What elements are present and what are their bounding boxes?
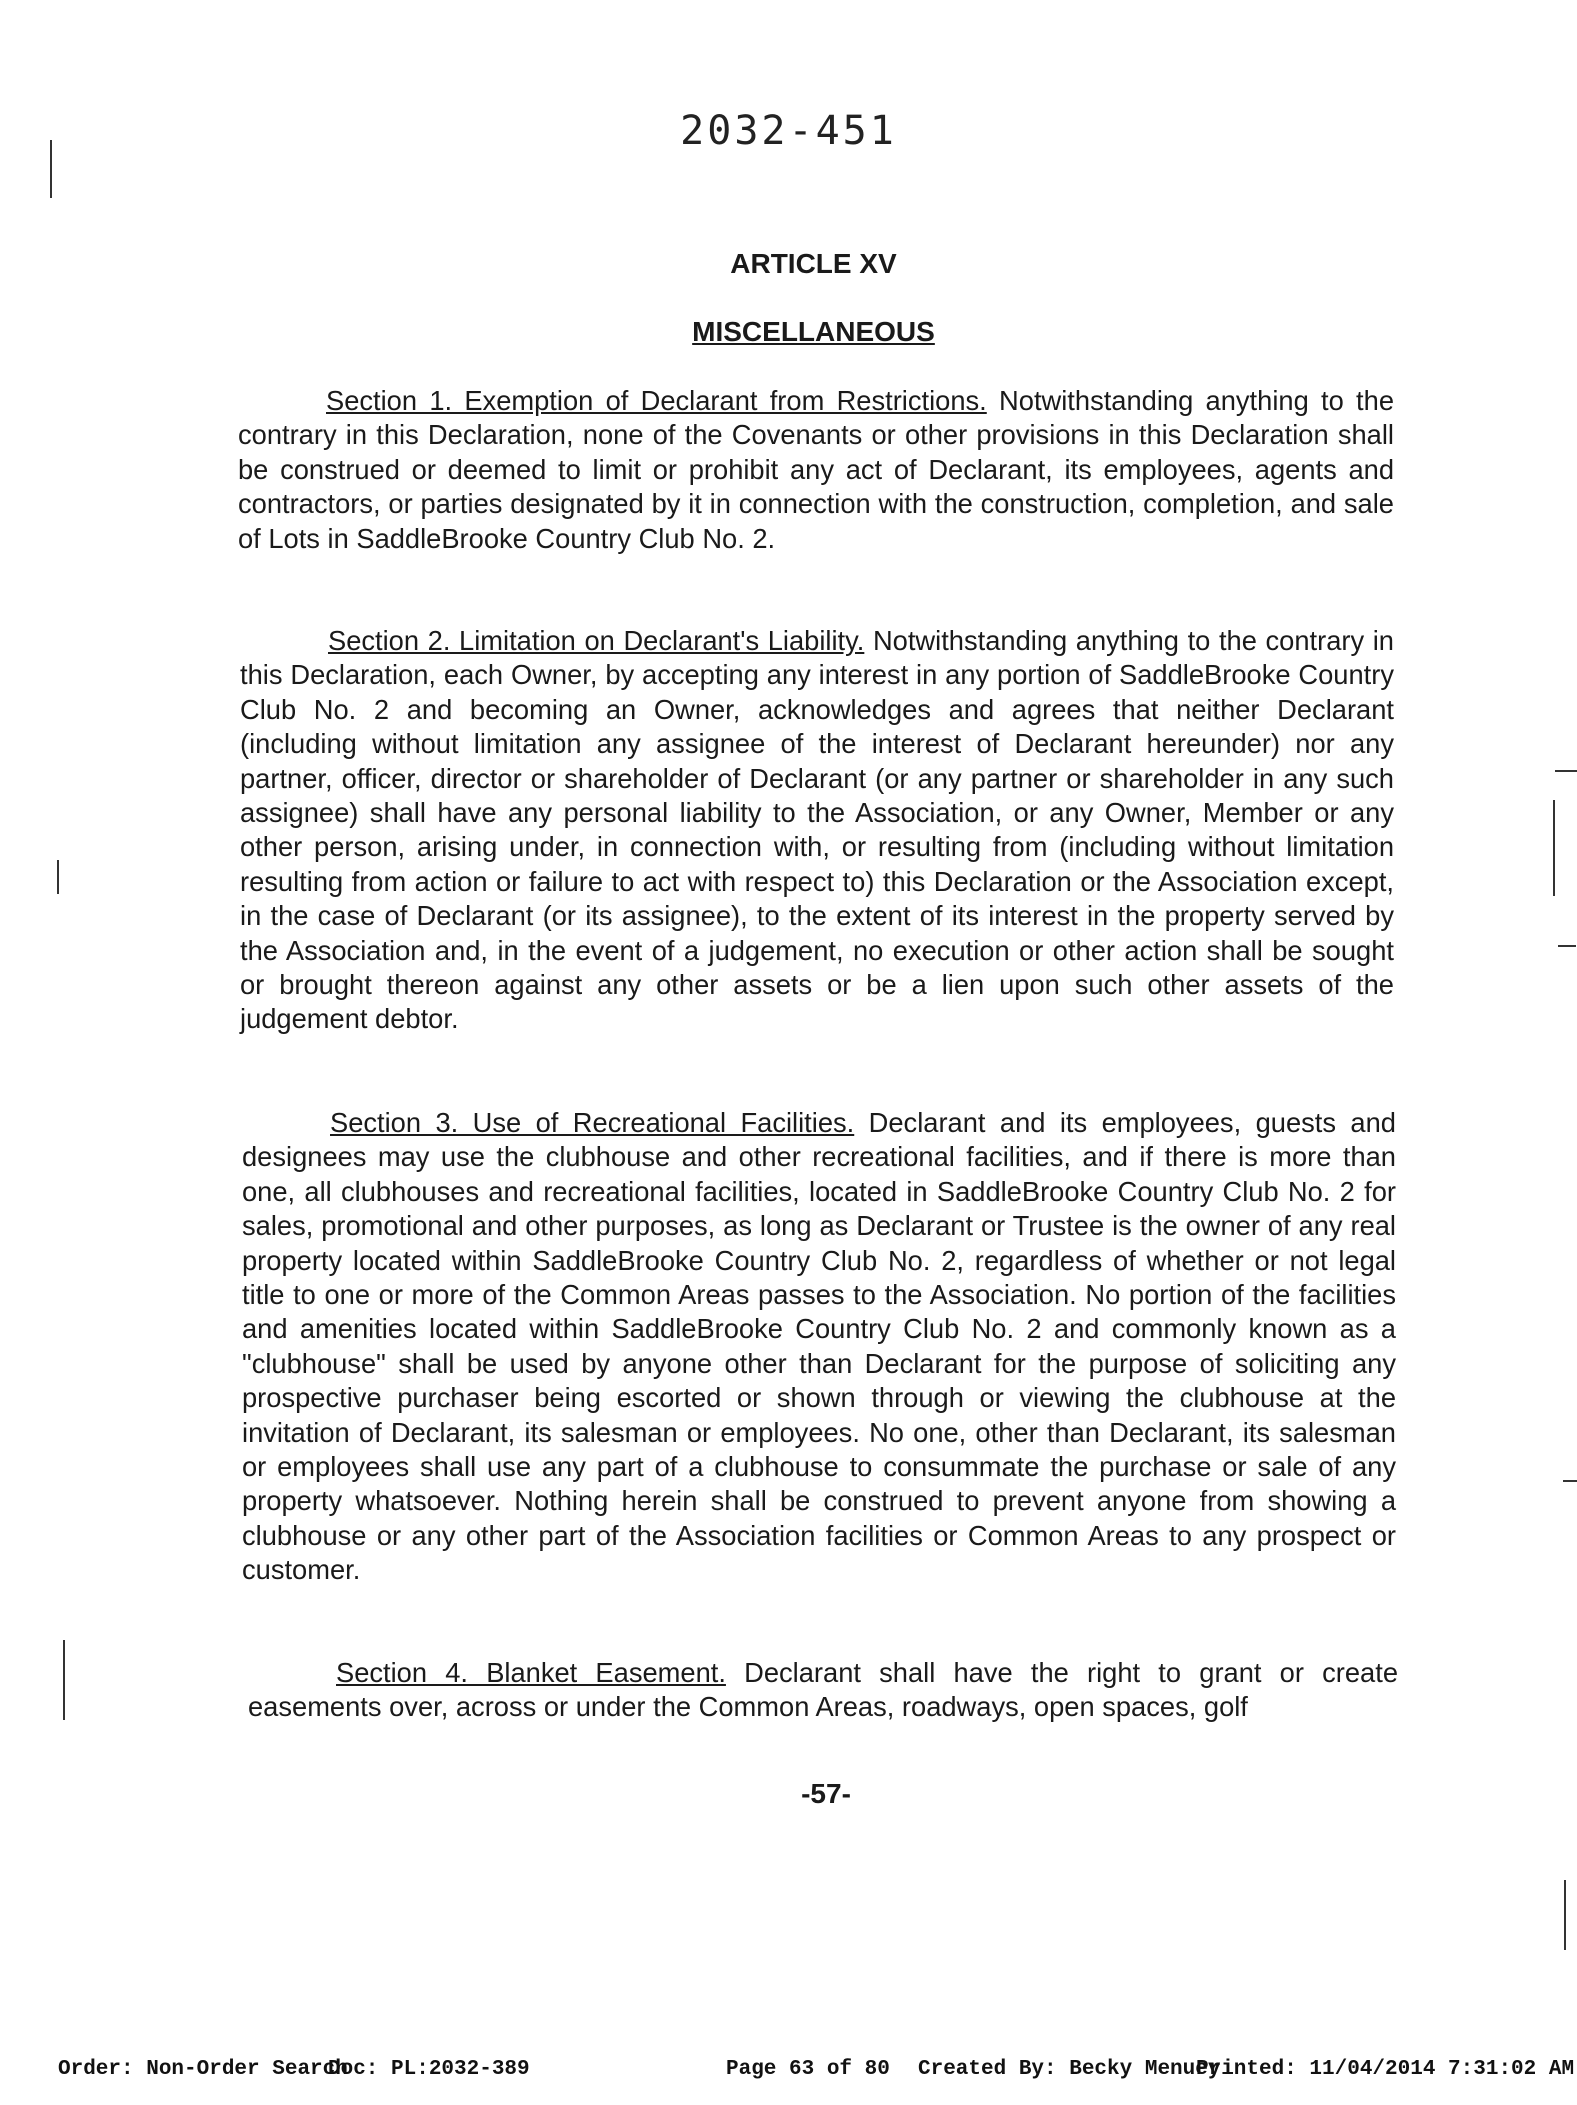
section-2-body: Notwithstanding anything to the contrary in this Declaration, each Owner, by accepting any interest in any portion of SaddleBrooke Country Club No. 2 and becoming an Owner, acknowledges and agrees that neither Declarant (including without limitation any assignee of the interest of Declarant hereunder) nor any partner, officer, director or shareholder of Declarant (or any partner or shareholder in any such assignee) shall have any personal liability to the Association, or any Owner, Member or any other person, arising under, in connection with, or resulting from (including without limitation resulting from action or failure to act with respect to) this Declaration or the Association except, in the case of Declarant (or its assignee), to the extent of its interest in the property served by the Association and, in the event of a judgement, no execution or other action shall be sought or brought thereon against any other assets or be a lien upon such other assets of the judgement debtor. — [240, 625, 1394, 1035]
section-1-paragraph — [238, 384, 1394, 556]
section-4-body: Declarant shall have the right to grant or create easements over, across or under the Common Areas, roadways, open spaces, golf — [248, 1657, 1399, 1723]
section-4-heading: Section 4. Blanket Easement. — [336, 1657, 726, 1688]
section-1-heading: Section 1. Exemption of Declarant from Restrictions. — [326, 385, 987, 416]
article-title: ARTICLE XV — [730, 248, 897, 279]
scan-mark — [1555, 770, 1577, 772]
footer-page: Page 63 of 80 — [726, 2058, 890, 2081]
footer-doc: Doc: PL:2032-389 — [328, 2058, 530, 2081]
scan-mark — [50, 140, 52, 198]
section-4-paragraph — [248, 1656, 1398, 1725]
scan-mark — [1563, 1480, 1577, 1482]
footer-order: Order: Non-Order Search — [58, 2058, 348, 2081]
section-1-body: Notwithstanding anything to the contrary in this Declaration, none of the Covenants or other provisions in this Declaration shall be construed or deemed to limit or prohibit any act of Declarant, its employees, agents and contractors, or parties designated by it in connection with the construction, completion, and sale of Lots in SaddleBrooke Country Club No. 2. — [238, 385, 1394, 554]
section-2-paragraph — [240, 624, 1394, 1037]
section-3-paragraph — [242, 1106, 1396, 1588]
scan-mark — [1564, 1880, 1566, 1950]
scan-mark — [63, 1640, 65, 1720]
page-number: -57- — [801, 1778, 851, 1809]
scan-mark — [1558, 945, 1576, 947]
section-3-heading: Section 3. Use of Recreational Facilities. — [330, 1107, 855, 1138]
section-2-heading: Section 2. Limitation on Declarant's Liability. — [328, 625, 865, 656]
footer-created-by: Created By: Becky Menuey — [918, 2058, 1221, 2081]
scan-mark — [1553, 800, 1555, 896]
recording-number: 2032-451 — [680, 108, 897, 154]
scan-mark — [57, 860, 59, 894]
print-footer — [58, 2058, 1577, 2088]
footer-printed: Printed: 11/04/2014 7:31:02 AM — [1196, 2058, 1575, 2081]
article-subtitle: MISCELLANEOUS — [692, 316, 935, 347]
section-3-body: Declarant and its employees, guests and designees may use the clubhouse and other recreational facilities, and if there is more than one, all clubhouses and recreational facilities, located in SaddleBrooke Country Club No. 2 for sales, promotional and other purposes, as long as Declarant or Trustee is the owner of any real property located within SaddleBrooke Country Club No. 2, regardless of whether or not legal title to one or more of the Common Areas passes to the Association. No portion of the facilities and amenities located within SaddleBrooke Country Club No. 2 and commonly known as a "clubhouse" shall be used by anyone other than Declarant for the purpose of soliciting any prospective purchaser being escorted or shown through or viewing the clubhouse at the invitation of Declarant, its salesman or employees. No one, other than Declarant, its salesman or employees shall use any part of a clubhouse to consummate the purchase or sale of any property whatsoever. Nothing herein shall be construed to prevent anyone from showing a clubhouse or any other part of the Association facilities or Common Areas to any prospect or customer. — [242, 1107, 1396, 1586]
